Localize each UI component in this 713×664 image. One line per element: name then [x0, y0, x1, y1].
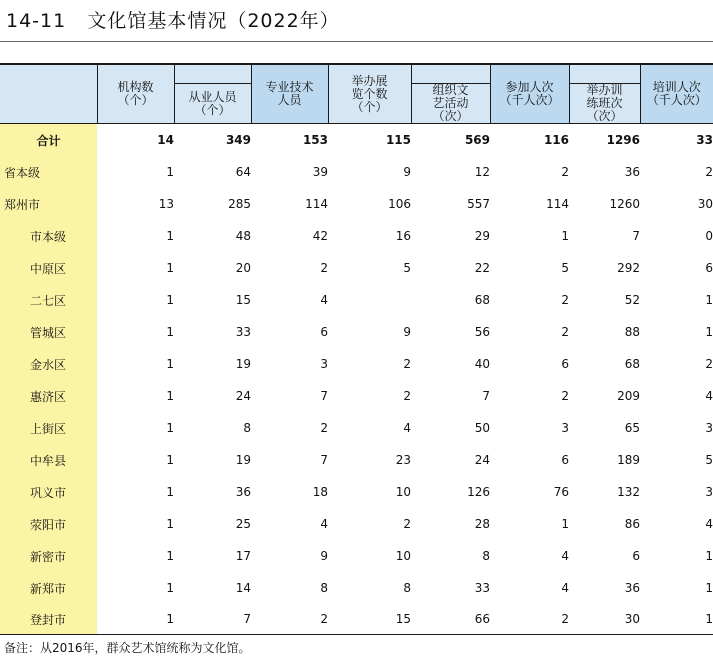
row-value: 1: [97, 604, 174, 635]
table-row: [0, 124, 713, 157]
row-value: 1: [166, 165, 174, 179]
row-value: 7: [632, 229, 640, 243]
row-name: 郑州市: [0, 188, 97, 220]
row-value: 66: [411, 604, 490, 635]
footnote: 备注：从2016年，群众艺术馆统称为文化馆。: [4, 641, 251, 655]
row-value: 2: [403, 517, 411, 531]
row-value: 1: [166, 261, 174, 275]
table-row: [0, 476, 713, 508]
row-value: 1: [166, 357, 174, 371]
table-row: [0, 156, 713, 188]
row-value: 1: [166, 485, 174, 499]
row-value: 2: [490, 604, 569, 635]
row-value: 1: [561, 229, 569, 243]
row-value: 116: [543, 133, 569, 147]
row-name: 新密市: [0, 540, 97, 572]
statistics-table: [0, 63, 713, 635]
row-name: 合计: [0, 124, 97, 157]
header-training-classes-cont: 举办训 练班次 （次）: [569, 84, 640, 124]
row-value: 115: [385, 133, 411, 147]
row-value: 24: [474, 453, 490, 467]
row-value: 1: [705, 549, 713, 563]
table-row: [0, 444, 713, 476]
row-value: 16: [395, 229, 411, 243]
row-value: 15: [328, 604, 411, 635]
row-value: 30: [569, 604, 640, 635]
row-name: 新郑市: [0, 572, 97, 604]
row-value: 18: [312, 485, 328, 499]
row-value: 2: [403, 389, 411, 403]
row-value: 2: [320, 261, 328, 275]
row-value: 30: [697, 197, 713, 211]
row-value: 64: [235, 165, 251, 179]
header-region: [0, 64, 97, 124]
row-value: 6: [632, 549, 640, 563]
row-name: 惠济区: [0, 380, 97, 412]
row-value: 22: [474, 261, 490, 275]
row-value: 52: [624, 293, 640, 307]
row-name: 管城区: [0, 316, 97, 348]
row-name: 荥阳市: [0, 508, 97, 540]
row-value: 33: [235, 325, 251, 339]
row-value: 42: [312, 229, 328, 243]
row-value: 68: [624, 357, 640, 371]
row-value: 2: [705, 165, 713, 179]
title-divider: [0, 41, 713, 42]
row-value: 126: [467, 485, 490, 499]
table-row: [0, 572, 713, 604]
row-value: 7: [482, 389, 490, 403]
row-value: 6: [320, 325, 328, 339]
table-row: [0, 508, 713, 540]
row-value: 189: [617, 453, 640, 467]
row-value: 7: [174, 604, 251, 635]
row-value: 8: [243, 421, 251, 435]
row-value: 33: [474, 581, 490, 595]
row-value: 2: [251, 604, 328, 635]
row-value: 349: [225, 133, 251, 147]
row-value: 114: [305, 197, 328, 211]
row-value: 39: [312, 165, 328, 179]
row-value: 1: [166, 293, 174, 307]
row-value: 6: [561, 357, 569, 371]
row-value: 8: [482, 549, 490, 563]
row-value: 4: [320, 293, 328, 307]
row-name: 中原区: [0, 252, 97, 284]
row-value: 56: [474, 325, 490, 339]
table-row: [0, 220, 713, 252]
table-row: [0, 380, 713, 412]
row-value: 6: [705, 261, 713, 275]
row-value: 1: [640, 604, 713, 635]
row-value: 0: [705, 229, 713, 243]
row-name: 金水区: [0, 348, 97, 380]
row-value: 24: [235, 389, 251, 403]
row-value: 209: [617, 389, 640, 403]
row-value: 19: [235, 357, 251, 371]
row-value: 3: [705, 485, 713, 499]
row-value: 50: [474, 421, 490, 435]
table-row: [0, 188, 713, 220]
row-value: 1: [166, 517, 174, 531]
row-value: 40: [474, 357, 490, 371]
row-value: 36: [235, 485, 251, 499]
row-value: 3: [705, 421, 713, 435]
row-value: 7: [320, 453, 328, 467]
row-value: 88: [624, 325, 640, 339]
row-value: 1260: [609, 197, 640, 211]
row-value: 19: [235, 453, 251, 467]
row-value: 1: [166, 453, 174, 467]
row-value: 25: [235, 517, 251, 531]
row-value: 4: [705, 389, 713, 403]
table-row: [0, 412, 713, 444]
row-value: 1: [705, 581, 713, 595]
row-value: 569: [464, 133, 490, 147]
row-value: 15: [235, 293, 251, 307]
row-value: 36: [624, 165, 640, 179]
row-value: 28: [474, 517, 490, 531]
header-cultural-activities-cont: 组织文 艺活动 （次）: [411, 84, 490, 124]
row-value: 9: [403, 165, 411, 179]
row-value: 2: [403, 357, 411, 371]
table-row: [0, 284, 713, 316]
row-value: 8: [320, 581, 328, 595]
row-value: 2: [705, 357, 713, 371]
row-value: 1: [166, 325, 174, 339]
table-header: [0, 64, 713, 124]
row-name: 市本级: [0, 220, 97, 252]
row-value: 6: [561, 453, 569, 467]
row-value: 2: [561, 325, 569, 339]
row-value: 1: [166, 581, 174, 595]
row-value: 285: [228, 197, 251, 211]
row-value: 1: [166, 229, 174, 243]
row-value: 8: [403, 581, 411, 595]
row-value: 2: [561, 165, 569, 179]
row-value: 132: [617, 485, 640, 499]
row-value: 12: [474, 165, 490, 179]
table-row: [0, 540, 713, 572]
header-staff-cont: 从业人员 （个）: [174, 84, 251, 124]
row-value: 4: [320, 517, 328, 531]
row-value: 106: [388, 197, 411, 211]
row-value: 153: [302, 133, 328, 147]
row-name: 省本级: [0, 156, 97, 188]
row-value: 48: [235, 229, 251, 243]
header-trainees: 培训人次 （千人次）: [640, 64, 713, 124]
row-value: 14: [235, 581, 251, 595]
header-participants: 参加人次 （千人次）: [490, 64, 569, 124]
header-staff: [174, 64, 251, 84]
row-value: 29: [474, 229, 490, 243]
row-value: 14: [157, 133, 174, 147]
header-training-classes: [569, 64, 640, 84]
row-value: 65: [624, 421, 640, 435]
row-value: 7: [320, 389, 328, 403]
row-value: 4: [561, 581, 569, 595]
header-institutions: 机构数 （个）: [97, 64, 174, 124]
row-value: 4: [561, 549, 569, 563]
row-value: 2: [561, 389, 569, 403]
row-value: 292: [617, 261, 640, 275]
row-value: 1: [705, 293, 713, 307]
row-value: 3: [320, 357, 328, 371]
row-name: 二七区: [0, 284, 97, 316]
page-title: 14-11 文化馆基本情况（2022年）: [6, 10, 340, 32]
row-value: 1: [166, 389, 174, 403]
row-value: 13: [158, 197, 174, 211]
table-body: [0, 124, 713, 635]
table-row: [0, 252, 713, 284]
row-value: 23: [395, 453, 411, 467]
row-value: 1296: [606, 133, 640, 147]
row-value: 1: [166, 549, 174, 563]
row-value: 557: [467, 197, 490, 211]
row-value: 20: [235, 261, 251, 275]
row-value: 9: [403, 325, 411, 339]
row-value: 2: [561, 293, 569, 307]
row-value: 1: [705, 325, 713, 339]
row-value: 17: [235, 549, 251, 563]
row-name: 登封市: [0, 604, 97, 635]
header-exhibitions: 举办展 览个数 （个）: [328, 64, 411, 124]
row-value: 68: [474, 293, 490, 307]
row-name: 中牟县: [0, 444, 97, 476]
row-value: 76: [553, 485, 569, 499]
row-value: 10: [395, 549, 411, 563]
row-value: 36: [624, 581, 640, 595]
row-value: 4: [705, 517, 713, 531]
row-value: 5: [561, 261, 569, 275]
row-value: 1: [166, 421, 174, 435]
table-row: [0, 316, 713, 348]
row-name: 巩义市: [0, 476, 97, 508]
row-value: 86: [624, 517, 640, 531]
row-value: 33: [696, 133, 713, 147]
row-value: [328, 284, 411, 316]
table-row: [0, 348, 713, 380]
row-value: 1: [561, 517, 569, 531]
row-value: 2: [320, 421, 328, 435]
row-value: 5: [705, 453, 713, 467]
row-value: 114: [546, 197, 569, 211]
row-name: 上街区: [0, 412, 97, 444]
table-row: [0, 604, 713, 635]
row-value: 10: [395, 485, 411, 499]
row-value: 4: [403, 421, 411, 435]
row-value: 3: [561, 421, 569, 435]
header-cultural-activities: [411, 64, 490, 84]
header-professional-staff: 专业技术 人员: [251, 64, 328, 124]
row-value: 5: [403, 261, 411, 275]
row-value: 9: [320, 549, 328, 563]
